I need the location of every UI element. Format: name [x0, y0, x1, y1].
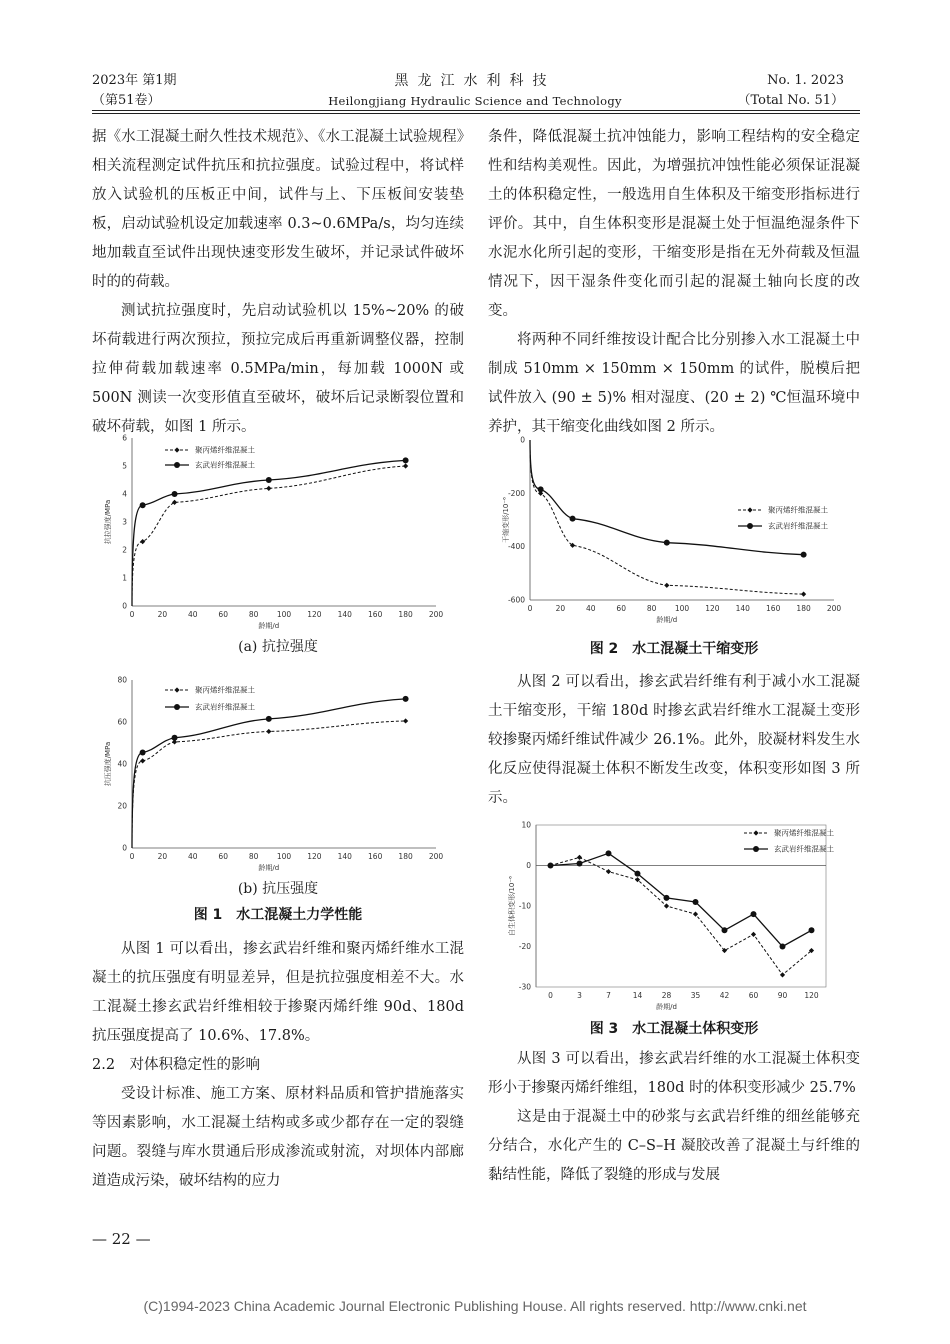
legend-label: 玄武岩纤维混凝土 — [774, 844, 834, 854]
x-tick-label: 60 — [616, 604, 626, 613]
x-tick-label: 200 — [428, 610, 444, 619]
y-tick-label: -400 — [507, 542, 525, 552]
paragraph: 从图 1 可以看出，掺玄武岩纤维和聚丙烯纤维水工混凝土的抗压强度有明显差异，但是抗拉强度相差不大。水工混凝土掺玄武岩纤维相较于掺聚丙烯纤维 90d、180d 抗压强度提高了 10.6%、17.8%。 — [92, 941, 464, 1044]
x-tick-label: 120 — [705, 604, 720, 613]
legend-label: 聚丙烯纤维混凝土 — [774, 828, 834, 838]
data-point — [266, 486, 271, 491]
y-tick-label: -30 — [518, 982, 531, 992]
y-tick-label: 2 — [122, 545, 127, 555]
x-tick-label: 200 — [428, 852, 444, 861]
x-tick-label: 0 — [527, 604, 533, 613]
x-tick-label: 140 — [337, 852, 352, 861]
x-tick-label: 42 — [719, 991, 730, 1000]
x-tick-label: 180 — [398, 852, 413, 861]
data-point — [809, 927, 815, 933]
data-point — [140, 758, 145, 763]
data-point — [266, 729, 271, 734]
y-tick-label: -20 — [518, 942, 531, 951]
x-tick-label: 120 — [804, 991, 819, 1000]
x-tick-label: 3 — [577, 991, 582, 1000]
x-tick-label: 80 — [248, 852, 259, 861]
x-tick-label: 40 — [188, 610, 198, 619]
y-tick-label: -600 — [507, 595, 525, 605]
figure-3 — [498, 815, 848, 1010]
data-point — [693, 912, 698, 917]
x-tick-label: 40 — [586, 604, 596, 613]
data-point — [606, 850, 612, 856]
legend-label: 聚丙烯纤维混凝土 — [195, 445, 255, 455]
y-tick-label: 40 — [117, 759, 127, 769]
data-point — [403, 718, 408, 723]
x-axis-label: 龄期/d — [656, 616, 678, 624]
issue-number — [737, 71, 844, 111]
right-column-top — [488, 123, 860, 442]
paragraph: 条件，降低混凝土抗冲蚀能力，影响工程结构的安全稳定性和结构美观性。因此，为增强抗冲蚀性能必须保证混凝土的体积稳定性，一般选用自生体积及干缩变形指标进行评价。其中，自生体积变形是混凝土处于恒温绝湿条件下水泥水化所引起的变形，干缩变形是指在无外荷载及恒温情况下，因干湿条件变化而引起的混凝土轴向长度的改变。 — [488, 129, 860, 319]
shrinkage-chart — [498, 430, 848, 625]
x-tick-label: 90 — [777, 991, 788, 1000]
x-tick-label: 120 — [307, 610, 322, 619]
data-point — [266, 716, 272, 722]
data-point — [664, 903, 669, 908]
x-tick-label: 80 — [646, 604, 657, 613]
issue-total: （Total No. 51） — [737, 93, 844, 108]
x-tick-label: 160 — [766, 604, 781, 613]
x-tick-label: 7 — [606, 991, 611, 1000]
x-tick-label: 80 — [248, 610, 259, 619]
x-tick-label: 100 — [276, 610, 292, 619]
left-column-bottom — [92, 935, 464, 1196]
legend-label: 玄武岩纤维混凝土 — [195, 702, 255, 712]
data-point — [780, 944, 786, 950]
left-column-top — [92, 123, 464, 442]
right-column-middle — [488, 668, 860, 813]
data-point — [577, 860, 583, 866]
y-tick-label: 10 — [521, 820, 531, 830]
paragraph: 测试抗拉强度时，先启动试验机以 15%~20% 的破坏荷载进行两次预拉，预拉完成后再重新调整仪器，控制拉伸荷载加载速率 0.5MPa/min，每加载 1000N 或 500N 测读一次变形值直至破坏，破坏后记录断裂位置和破坏荷载，如图 1 所示。 — [92, 303, 464, 435]
copyright-footer: (C)1994-2023 China Academic Journal Electronic Publishing House. All rights reserved. http://www.cnki.net — [143, 1298, 807, 1314]
x-tick-label: 100 — [276, 852, 292, 861]
y-axis-label: 自生体积变形/10⁻⁶ — [508, 876, 516, 936]
data-point — [664, 540, 670, 546]
journal-title-en: Heilongjiang Hydraulic Science and Technology — [328, 94, 622, 108]
x-tick-label: 100 — [674, 604, 690, 613]
figure-1b — [100, 672, 450, 872]
paragraph: 从图 2 可以看出，掺玄武岩纤维有利于减小水工混凝土干缩变形，干缩 180d 时掺玄武岩纤维水工混凝土变形较掺聚丙烯纤维试件减少 26.1%。此外，胶凝材料发生水化反应使得混凝土体积不断发生改变，体积变形如图 3 所示。 — [488, 674, 860, 806]
series-line-polypropylene — [551, 857, 812, 974]
x-axis-label: 龄期/d — [656, 1003, 677, 1011]
data-point — [403, 463, 408, 468]
legend-marker — [174, 462, 180, 468]
y-axis-label: 抗压强度/MPa — [104, 741, 112, 787]
series-line-basalt — [551, 853, 812, 946]
y-tick-label: -10 — [518, 901, 531, 911]
x-tick-label: 60 — [748, 991, 759, 1000]
x-tick-label: 20 — [157, 852, 168, 861]
legend-label: 玄武岩纤维混凝土 — [768, 521, 828, 531]
legend-label: 聚丙烯纤维混凝土 — [195, 685, 255, 695]
legend-marker — [174, 687, 179, 692]
tensile-strength-chart — [100, 430, 450, 630]
legend-label: 聚丙烯纤维混凝土 — [768, 505, 828, 515]
data-point — [548, 863, 554, 869]
x-tick-label: 20 — [555, 604, 566, 613]
data-point — [140, 539, 145, 544]
x-tick-label: 0 — [548, 991, 553, 1000]
issue-no: No. 1. 2023 — [767, 73, 844, 88]
x-tick-label: 120 — [307, 852, 322, 861]
y-tick-label: 1 — [122, 573, 127, 583]
data-point — [172, 735, 178, 741]
header-rule-2 — [92, 113, 860, 114]
issue-volume: （第51卷） — [92, 93, 161, 108]
data-point — [140, 749, 146, 755]
compressive-strength-chart — [100, 672, 450, 872]
right-column-bottom — [488, 1045, 860, 1190]
x-tick-label: 140 — [337, 610, 352, 619]
figure-1a — [100, 430, 450, 630]
data-point — [801, 552, 807, 558]
y-axis-label: 干缩变形/10⁻⁶ — [502, 497, 510, 543]
issue-year: 2023年 第1期 — [92, 73, 177, 88]
data-point — [606, 869, 611, 874]
x-axis-label: 龄期/d — [258, 864, 280, 872]
figure-2 — [498, 430, 848, 625]
data-point — [693, 899, 699, 905]
x-tick-label: 180 — [398, 610, 413, 619]
figure-1b-subtitle: (b) 抗压强度 — [237, 881, 319, 897]
legend-marker — [174, 704, 180, 710]
volume-deformation-chart — [498, 815, 848, 1010]
figure-1-caption: 图 1 水工混凝土力学性能 — [193, 907, 363, 923]
x-tick-label: 35 — [690, 991, 701, 1000]
y-tick-label: 20 — [117, 801, 127, 811]
y-tick-label: 0 — [526, 861, 531, 870]
section-heading: 2.2 对体积稳定性的影响 — [92, 1057, 261, 1073]
data-point — [172, 491, 178, 497]
x-tick-label: 140 — [735, 604, 750, 613]
data-point — [577, 855, 582, 860]
page-number: — 22 — — [92, 1230, 151, 1248]
data-point — [140, 502, 146, 508]
y-tick-label: -200 — [507, 488, 525, 498]
legend-marker — [174, 447, 179, 452]
figure-2-caption: 图 2 水工混凝土干缩变形 — [589, 641, 759, 657]
journal-title — [300, 71, 650, 111]
x-axis-label: 龄期/d — [258, 622, 280, 630]
x-tick-label: 160 — [368, 610, 383, 619]
x-tick-label: 20 — [157, 610, 168, 619]
y-tick-label: 4 — [122, 489, 127, 499]
y-tick-label: 0 — [122, 601, 127, 611]
x-tick-label: 180 — [796, 604, 811, 613]
x-tick-label: 0 — [129, 852, 135, 861]
y-tick-label: 80 — [117, 675, 127, 685]
x-tick-label: 14 — [632, 991, 643, 1000]
y-axis-label: 抗拉强度/MPa — [104, 499, 112, 545]
legend-marker — [747, 523, 753, 529]
x-tick-label: 200 — [826, 604, 842, 613]
x-tick-label: 160 — [368, 852, 383, 861]
paragraph: 据《水工混凝土耐久性技术规范》、《水工混凝土试验规程》相关流程测定试件抗压和抗拉强度。试验过程中，将试样放入试验机的压板正中间，试件与上、下压板间安装垫板，启动试验机设定加载速率 0.3~0.6MPa/s，均匀连续地加载直至试件出现快速变形发生破坏，并记录试件破坏时的的荷载。 — [92, 129, 464, 290]
x-tick-label: 60 — [218, 610, 228, 619]
data-point — [538, 486, 544, 492]
header-rule — [92, 110, 860, 111]
legend-label: 玄武岩纤维混凝土 — [195, 460, 255, 470]
paragraph: 从图 3 可以看出，掺玄武岩纤维的水工混凝土体积变形小于掺聚丙烯纤维组，180d 时的体积变形减少 25.7% — [488, 1051, 860, 1096]
data-point — [635, 871, 641, 877]
x-tick-label: 0 — [129, 610, 135, 619]
data-point — [403, 696, 409, 702]
data-point — [780, 972, 785, 977]
x-tick-label: 40 — [188, 852, 198, 861]
series-line-basalt — [530, 440, 804, 555]
data-point — [664, 895, 670, 901]
data-point — [801, 592, 806, 597]
figure-3-caption: 图 3 水工混凝土体积变形 — [589, 1021, 759, 1037]
journal-title-zh: 黑龙江水利科技 — [394, 73, 556, 89]
legend-marker — [753, 846, 759, 852]
data-point — [403, 457, 409, 463]
x-tick-label: 60 — [218, 852, 228, 861]
figure-1a-subtitle: (a) 抗拉强度 — [238, 639, 318, 655]
data-point — [266, 477, 272, 483]
y-tick-label: 0 — [520, 435, 525, 445]
paragraph: 受设计标准、施工方案、原材料品质和管护措施落实等因素影响，水工混凝土结构或多或少都存在一定的裂缝问题。裂缝与库水贯通后形成渗流或射流，对坝体内部廊道造成污染，破坏结构的应力 — [92, 1086, 464, 1189]
paragraph: 将两种不同纤维按设计配合比分别掺入水工混凝土中制成 510mm × 150mm × 150mm 的试件，脱模后把试件放入 (90 ± 5)% 相对湿度、(20 ± 2) ℃恒温环境中养护，其干缩变化曲线如图 2 所示。 — [488, 332, 860, 435]
data-point — [570, 516, 576, 522]
data-point — [664, 583, 669, 588]
data-point — [751, 911, 757, 917]
data-point — [722, 927, 728, 933]
x-tick-label: 28 — [661, 991, 672, 1000]
data-point — [751, 932, 756, 937]
y-tick-label: 60 — [117, 717, 127, 727]
data-point — [172, 500, 177, 505]
paragraph: 这是由于混凝土中的砂浆与玄武岩纤维的细丝能够充分结合，水化产生的 C–S–H 凝胶改善了混凝土与纤维的黏结性能，降低了裂缝的形成与发展 — [488, 1109, 860, 1183]
journal-issue — [92, 71, 177, 111]
y-tick-label: 0 — [122, 843, 127, 853]
y-tick-label: 3 — [122, 517, 127, 527]
legend-marker — [747, 507, 752, 512]
legend-marker — [753, 830, 758, 835]
y-tick-label: 5 — [122, 461, 127, 471]
y-tick-label: 6 — [122, 433, 127, 443]
